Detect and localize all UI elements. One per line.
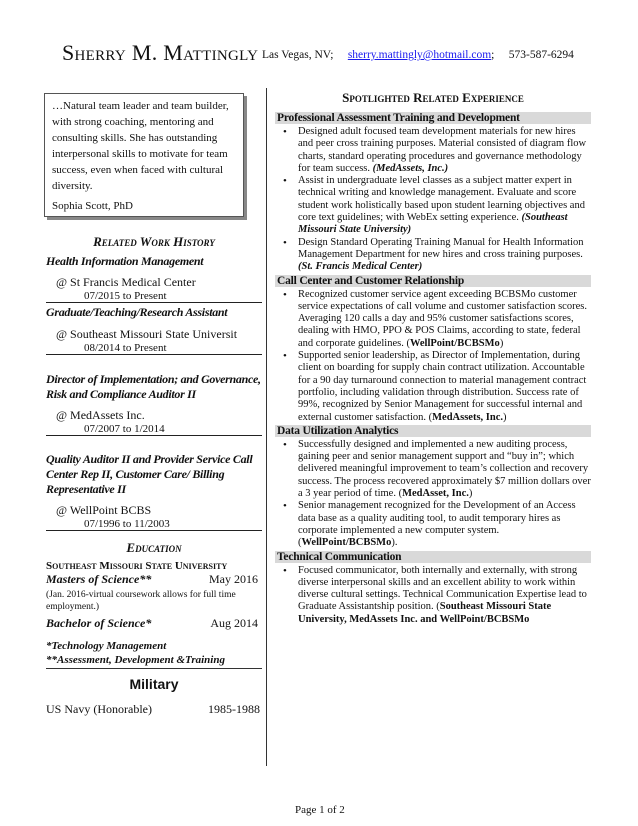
bullet-source: (MedAssets, Inc.) [372, 162, 449, 174]
bullet-item [275, 565, 591, 626]
category-header: Data Utilization Analytics [275, 425, 591, 437]
bullet-text: Assist in undergraduate level classes as a subject matter expert in technical writing and knowledge management. Evaluate and score student work holistically based upon student learning objectives and core text guidelines; with WebEx setting experience. [298, 175, 585, 224]
education-section [46, 540, 262, 667]
resume-header [62, 40, 622, 68]
bullet-text: Recognized customer service agent exceeding BCBSMo customer service expectations of call volume and customer satisfaction scores. Averaging 120 calls a day and 95% customer satisfactions scores, dealing with HMO, PPO & POS Claims, according to state, federal and corporate guidelines. ( [298, 288, 587, 349]
bullet-item [275, 500, 591, 549]
page-number: Page 1 of 2 [295, 804, 345, 816]
experience-section [275, 90, 591, 627]
military-years: 1985-1988 [208, 702, 260, 716]
candidate-name: Sherry M. Mattingly [62, 40, 259, 65]
job-dates: 07/2007 to 1/2014 [46, 423, 262, 436]
bullet-source: WellPoint/BCBSMo [409, 337, 500, 349]
job-dates: 07/2015 to Present [46, 290, 262, 303]
military-row [46, 702, 262, 717]
university-name: Southeast Missouri State University [46, 560, 228, 572]
degree-footnote: *Technology Management [46, 640, 167, 652]
testimonial-author: Sophia Scott, PhD [52, 200, 133, 212]
bullet-source: (St. Francis Medical Center) [298, 261, 423, 273]
bullet-item [275, 289, 591, 350]
masters-date: May 2016 [209, 572, 258, 586]
bullet-item [275, 126, 591, 175]
bullet-list [275, 439, 591, 550]
bullet-source: Southeast Missouri State University, MedAssets Inc. and WellPoint/BCBSMo [298, 601, 552, 625]
military-section [46, 676, 262, 717]
bullet-list [275, 289, 591, 424]
masters-note: (Jan. 2016-virtual coursework allows for full time employment.) [46, 590, 236, 612]
job-title: Graduate/Teaching/Research Assistant [46, 305, 228, 319]
bullet-text: Successfully designed and implemented a new auditing process, gaining peer and senior management support and “buy in”; which delivered meaningful improvement to team’s collection and recovery success. The process recovered approximately $7 million dollars over a 3 year period of time. ( [298, 438, 591, 500]
bullet-text: Design Standard Operating Training Manual for Health Information Management Department for new hires and cross training purposes. [298, 236, 584, 260]
column-divider [266, 88, 267, 766]
military-service: US Navy (Honorable) [46, 702, 152, 716]
bullet-text: Focused communicator, both internally and externally, with strong diverse interpersonal skills and an excellent ability to work within diverse cultural settings. Technical Communication Expertise lead to Graduate Assistantship position. ( [298, 564, 587, 613]
bullet-list [275, 565, 591, 626]
bullet-text: Supported senior leadership, as Director of Implementation, during client on boarding for supply chain contract utilization. Accountable for a 90 day turnaround connection to material management contract portfolio, including validation through distribution. Success rate of 99%, recognized by Senior Management for successful internal and external customer satisfaction. ( [298, 350, 587, 423]
work-history-section [46, 234, 262, 250]
contact-line [262, 49, 574, 61]
bachelor-row [46, 616, 262, 631]
work-history-heading: Related Work History [93, 234, 215, 249]
job-entry [46, 452, 262, 531]
email-link[interactable]: sherry.mattingly@hotmail.com [347, 49, 492, 61]
bullet-source: MedAsset, Inc. [402, 488, 469, 500]
testimonial-text: …Natural team leader and team builder, with strong coaching, mentoring and consulting skills. She has outstanding interpersonal skills to motivate for team success, even when faced with cultural diversity. [52, 100, 229, 192]
category-header: Professional Assessment Training and Development [275, 112, 591, 124]
bullet-source: (Southeast Missouri State University) [298, 212, 568, 236]
masters-row [46, 572, 262, 587]
job-title: Health Information Management [46, 254, 204, 268]
masters-degree: Masters of Science** [46, 572, 152, 586]
job-dates: 07/1996 to 11/2003 [46, 518, 262, 531]
bullet-tail: ) [503, 411, 507, 423]
education-heading: Education [126, 540, 182, 555]
divider [46, 668, 262, 669]
bachelor-date: Aug 2014 [210, 616, 258, 630]
bullet-tail: ). [391, 537, 398, 549]
bullet-tail: ) [468, 488, 473, 500]
job-dates: 08/2014 to Present [46, 342, 262, 355]
category-header: Call Center and Customer Relationship [275, 275, 591, 287]
job-entry [46, 372, 262, 436]
location: Las Vegas, NV; [262, 49, 334, 61]
experience-heading: Spotlighted Related Experience [342, 90, 524, 105]
job-title: Quality Auditor II and Provider Service Call Center Rep II, Customer Care/ Billing Representative II [46, 452, 253, 496]
bullet-tail: ) [499, 337, 504, 349]
job-organization: @ MedAssets Inc. [56, 408, 145, 422]
phone-number: 573-587-6294 [508, 49, 574, 61]
bullet-text: Designed adult focused team development materials for new hires and peer cross training purposes. Material consisted of diagram flow charts, standard operating procedures and governance methodology for team success. [298, 126, 587, 174]
bullet-source: WellPoint/BCBSMo [301, 537, 392, 549]
bullet-text: Senior management recognized for the Development of an Access data base as a quality auditing tool, to audit temporary hires as corporate implemented a new computer system. ( [298, 500, 576, 549]
bullet-item [275, 350, 591, 424]
bullet-item [275, 237, 591, 274]
job-organization: @ WellPoint BCBS [56, 503, 152, 517]
category-header: Technical Communication [275, 551, 591, 563]
bullet-item [275, 175, 591, 236]
job-entry [46, 254, 262, 303]
degree-footnote: **Assessment, Development &Training [46, 654, 225, 666]
bullet-item [275, 439, 591, 500]
job-entry [46, 305, 262, 355]
email-separator: ; [491, 49, 495, 61]
job-organization: @ Southeast Missouri State Universit [56, 327, 238, 341]
job-title: Director of Implementation; and Governance, Risk and Compliance Auditor II [46, 372, 261, 401]
military-heading: Military [129, 676, 179, 692]
bullet-list [275, 126, 591, 274]
bachelor-degree: Bachelor of Science* [46, 616, 152, 630]
job-organization: @ St Francis Medical Center [56, 275, 196, 289]
bullet-source: MedAssets, Inc. [432, 411, 503, 423]
testimonial-box [44, 93, 244, 217]
